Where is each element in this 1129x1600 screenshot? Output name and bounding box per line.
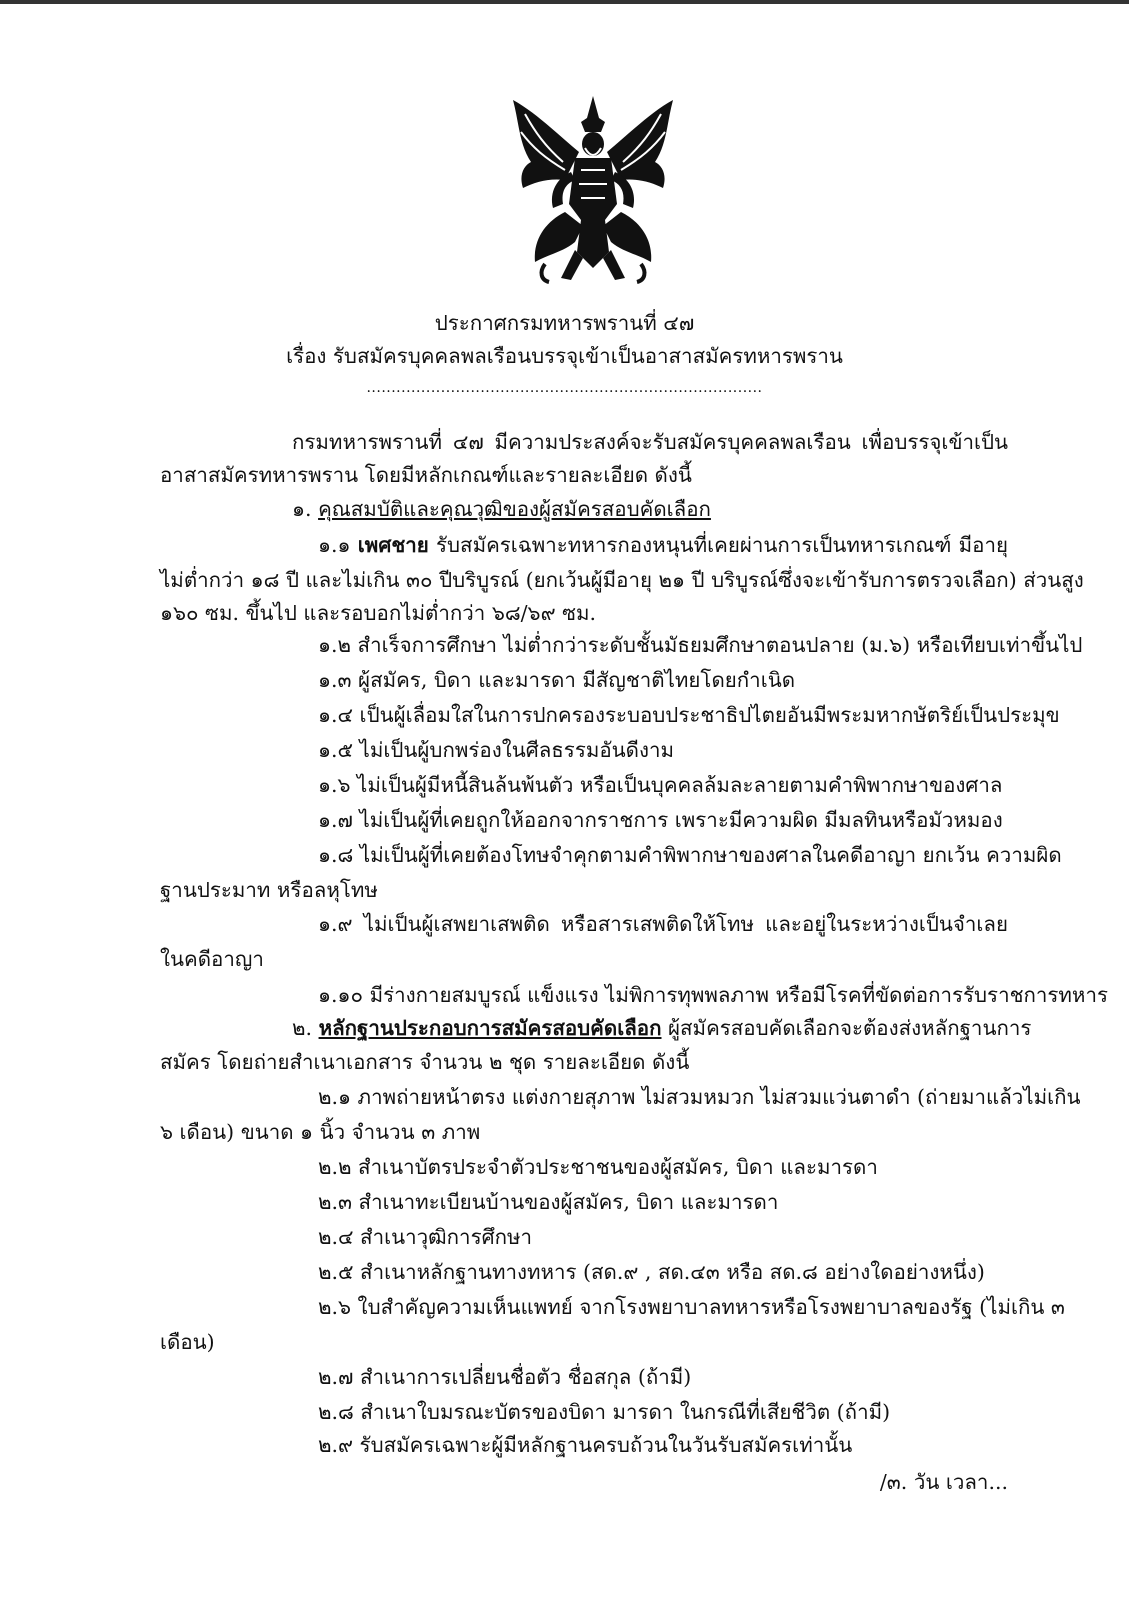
item-1-10: ๑.๑๐ มีร่างกายสมบูรณ์ แข็งแรง ไม่พิการทุพพลภาพ หรือมีโรคที่ขัดต่อการรับราชการทหาร — [318, 983, 1108, 1007]
section-2-heading — [292, 1016, 1032, 1040]
item-2-3: ๒.๓ สำเนาทะเบียนบ้านของผู้สมัคร, บิดา และมารดา — [318, 1190, 779, 1214]
item-1-4: ๑.๔ เป็นผู้เลื่อมใสในการปกครองระบอบประชาธิปไตยอันมีพระมหากษัตริย์เป็นประมุข — [318, 703, 1060, 727]
section-1-number: ๑. — [292, 497, 312, 521]
document-title: ประกาศกรมทหารพรานที่ ๔๗ — [434, 311, 695, 335]
section-1-title: คุณสมบัติและคุณวุฒิของผู้สมัครสอบคัดเลือก — [318, 497, 711, 521]
garuda-emblem-icon — [505, 92, 681, 284]
item-1-8-line-2: ฐานประมาท หรือลหุโทษ — [160, 878, 378, 902]
item-1-7: ๑.๗ ไม่เป็นผู้ที่เคยถูกให้ออกจากราชการ เพราะมีความผิด มีมลทินหรือมัวหมอง — [318, 808, 1003, 832]
item-1-6: ๑.๖ ไม่เป็นผู้มีหนี้สินล้นพ้นตัว หรือเป็นบุคคลล้มละลายตามคำพิพากษาของศาล — [318, 773, 1003, 797]
item-1-2: ๑.๒ สำเร็จการศึกษา ไม่ต่ำกว่าระดับชั้นมัธยมศึกษาตอนปลาย (ม.๖) หรือเทียบเท่าขึ้นไป — [318, 633, 1083, 657]
item-1-9: ๑.๙ ไม่เป็นผู้เสพยาเสพติด หรือสารเสพติดให้โทษ และอยู่ในระหว่างเป็นจำเลย — [318, 912, 1008, 936]
item-2-1-line-2: ๖ เดือน) ขนาด ๑ นิ้ว จำนวน ๓ ภาพ — [160, 1120, 481, 1144]
item-1-1-text: รับสมัครเฉพาะทหารกองหนุนที่เคยผ่านการเป็นทหารเกณฑ์ มีอายุ — [436, 533, 1008, 557]
item-2-4: ๒.๔ สำเนาวุฒิการศึกษา — [318, 1225, 533, 1249]
item-1-8: ๑.๘ ไม่เป็นผู้ที่เคยต้องโทษจำคุกตามคำพิพากษาของศาลในคดีอาญา ยกเว้น ความผิด — [318, 843, 1062, 867]
item-2-5: ๒.๕ สำเนาหลักฐานทางทหาร (สด.๙ , สด.๔๓ หรือ สด.๘ อย่างใดอย่างหนึ่ง) — [318, 1260, 985, 1284]
section-2-heading-rest: ผู้สมัครสอบคัดเลือกจะต้องส่งหลักฐานการ — [668, 1016, 1032, 1040]
item-2-6: ๒.๖ ใบสำคัญความเห็นแพทย์ จากโรงพยาบาลทหารหรือโรงพยาบาลของรัฐ (ไม่เกิน ๓ — [318, 1295, 1065, 1319]
section-2-line-2: สมัคร โดยถ่ายสำเนาเอกสาร จำนวน ๒ ชุด รายละเอียด ดังนี้ — [160, 1050, 690, 1074]
item-1-1-line-2: ไม่ต่ำกว่า ๑๘ ปี และไม่เกิน ๓๐ ปีบริบูรณ์ (ยกเว้นผู้มีอายุ ๒๑ ปี บริบูรณ์ซึ่งจะเข้ารับการตรวจเลือก) ส่วนสูง — [160, 568, 1084, 592]
item-1-1 — [318, 533, 1008, 557]
section-2-title: หลักฐานประกอบการสมัครสอบคัดเลือก — [318, 1016, 662, 1040]
item-2-9: ๒.๙ รับสมัครเฉพาะผู้มีหลักฐานครบถ้วนในวันรับสมัครเท่านั้น — [318, 1433, 853, 1457]
item-1-9-line-2: ในคดีอาญา — [160, 947, 264, 971]
item-1-5: ๑.๕ ไม่เป็นผู้บกพร่องในศีลธรรมอันดีงาม — [318, 738, 675, 762]
item-1-1-line-3: ๑๖๐ ซม. ขึ้นไป และรอบอกไม่ต่ำกว่า ๖๘/๖๙ ซม. — [160, 601, 597, 625]
title-divider: ................................................................................ — [366, 380, 763, 396]
item-1-1-bold: เพศชาย — [357, 533, 429, 557]
document-subject: เรื่อง รับสมัครบุคคลพลเรือนบรรจุเข้าเป็นอาสาสมัครทหารพราน — [286, 344, 843, 368]
item-1-3: ๑.๓ ผู้สมัคร, บิดา และมารดา มีสัญชาติไทยโดยกำเนิด — [318, 668, 796, 692]
scan-top-edge — [0, 0, 1129, 4]
item-1-1-number: ๑.๑ — [318, 533, 351, 557]
item-2-2: ๒.๒ สำเนาบัตรประจำตัวประชาชนของผู้สมัคร, บิดา และมารดา — [318, 1155, 878, 1179]
item-2-1: ๒.๑ ภาพถ่ายหน้าตรง แต่งกายสุภาพ ไม่สวมหมวก ไม่สวมแว่นตาดำ (ถ่ายมาแล้วไม่เกิน — [318, 1085, 1081, 1109]
item-2-7: ๒.๗ สำเนาการเปลี่ยนชื่อตัว ชื่อสกุล (ถ้ามี) — [318, 1365, 692, 1389]
intro-line-1: กรมทหารพรานที่ ๔๗ มีความประสงค์จะรับสมัครบุคคลพลเรือน เพื่อบรรจุเข้าเป็น — [292, 430, 1008, 454]
item-2-8: ๒.๘ สำเนาใบมรณะบัตรของบิดา มารดา ในกรณีที่เสียชีวิต (ถ้ามี) — [318, 1400, 891, 1424]
intro-line-2: อาสาสมัครทหารพราน โดยมีหลักเกณฑ์และรายละเอียด ดังนี้ — [160, 463, 692, 487]
section-1-heading — [292, 497, 711, 521]
section-2-number: ๒. — [292, 1016, 313, 1040]
page-continuation: /๓. วัน เวลา... — [879, 1470, 1008, 1494]
item-2-6-line-2: เดือน) — [160, 1330, 215, 1354]
